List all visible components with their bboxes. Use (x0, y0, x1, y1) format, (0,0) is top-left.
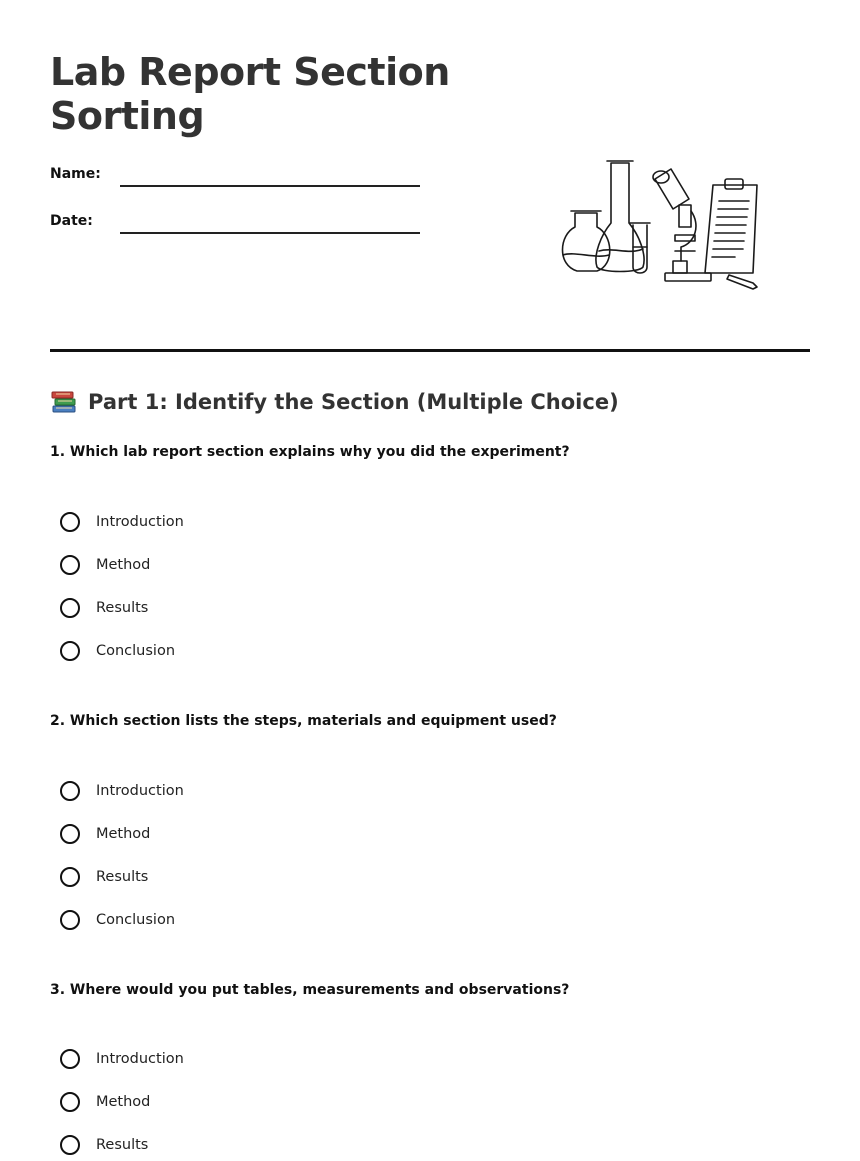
part1-heading (50, 389, 619, 415)
question-2: 2. Which section lists the steps, materials and equipment used? (50, 713, 557, 729)
radio-circle-icon[interactable] (60, 1135, 80, 1155)
q3-option-method[interactable] (60, 1089, 150, 1115)
q1-option-introduction[interactable] (60, 509, 184, 535)
q3-option-introduction[interactable] (60, 1046, 184, 1072)
worksheet-title (50, 50, 450, 138)
radio-circle-icon[interactable] (60, 598, 80, 618)
q3-option-results[interactable] (60, 1132, 148, 1158)
title-line-2: Sorting (50, 94, 205, 138)
date-label: Date: (50, 213, 93, 229)
part1-heading-text: Part 1: Identify the Section (Multiple Choice) (88, 390, 619, 414)
radio-circle-icon[interactable] (60, 867, 80, 887)
option-label: Results (96, 869, 149, 885)
radio-circle-icon[interactable] (60, 641, 80, 661)
option-label: Method (96, 826, 151, 842)
lab-equipment-illustration-icon (555, 155, 765, 295)
q2-option-results[interactable] (60, 864, 148, 890)
option-label: Introduction (96, 514, 184, 530)
option-label: Results (96, 1137, 149, 1153)
title-line-1: Lab Report Section (50, 50, 450, 94)
name-label: Name: (50, 166, 101, 182)
radio-circle-icon[interactable] (60, 512, 80, 532)
q2-option-introduction[interactable] (60, 778, 184, 804)
option-label: Conclusion (96, 643, 176, 659)
option-label: Results (96, 600, 149, 616)
date-write-line[interactable] (120, 232, 420, 234)
radio-circle-icon[interactable] (60, 910, 80, 930)
radio-circle-icon[interactable] (60, 824, 80, 844)
option-label: Introduction (96, 1051, 184, 1067)
question-3: 3. Where would you put tables, measurements and observations? (50, 982, 570, 998)
radio-circle-icon[interactable] (60, 555, 80, 575)
name-field[interactable] (50, 166, 430, 196)
q1-option-method[interactable] (60, 552, 150, 578)
option-label: Method (96, 557, 151, 573)
radio-circle-icon[interactable] (60, 1092, 80, 1112)
option-label: Method (96, 1094, 151, 1110)
date-field[interactable] (50, 213, 430, 243)
radio-circle-icon[interactable] (60, 781, 80, 801)
q2-option-conclusion[interactable] (60, 907, 175, 933)
books-icon (50, 389, 78, 415)
question-1: 1. Which lab report section explains why you did the experiment? (50, 444, 570, 460)
option-label: Conclusion (96, 912, 176, 928)
section-divider (50, 349, 810, 352)
radio-circle-icon[interactable] (60, 1049, 80, 1069)
q1-option-conclusion[interactable] (60, 638, 175, 664)
name-write-line[interactable] (120, 185, 420, 187)
q2-option-method[interactable] (60, 821, 150, 847)
q1-option-results[interactable] (60, 595, 148, 621)
option-label: Introduction (96, 783, 184, 799)
